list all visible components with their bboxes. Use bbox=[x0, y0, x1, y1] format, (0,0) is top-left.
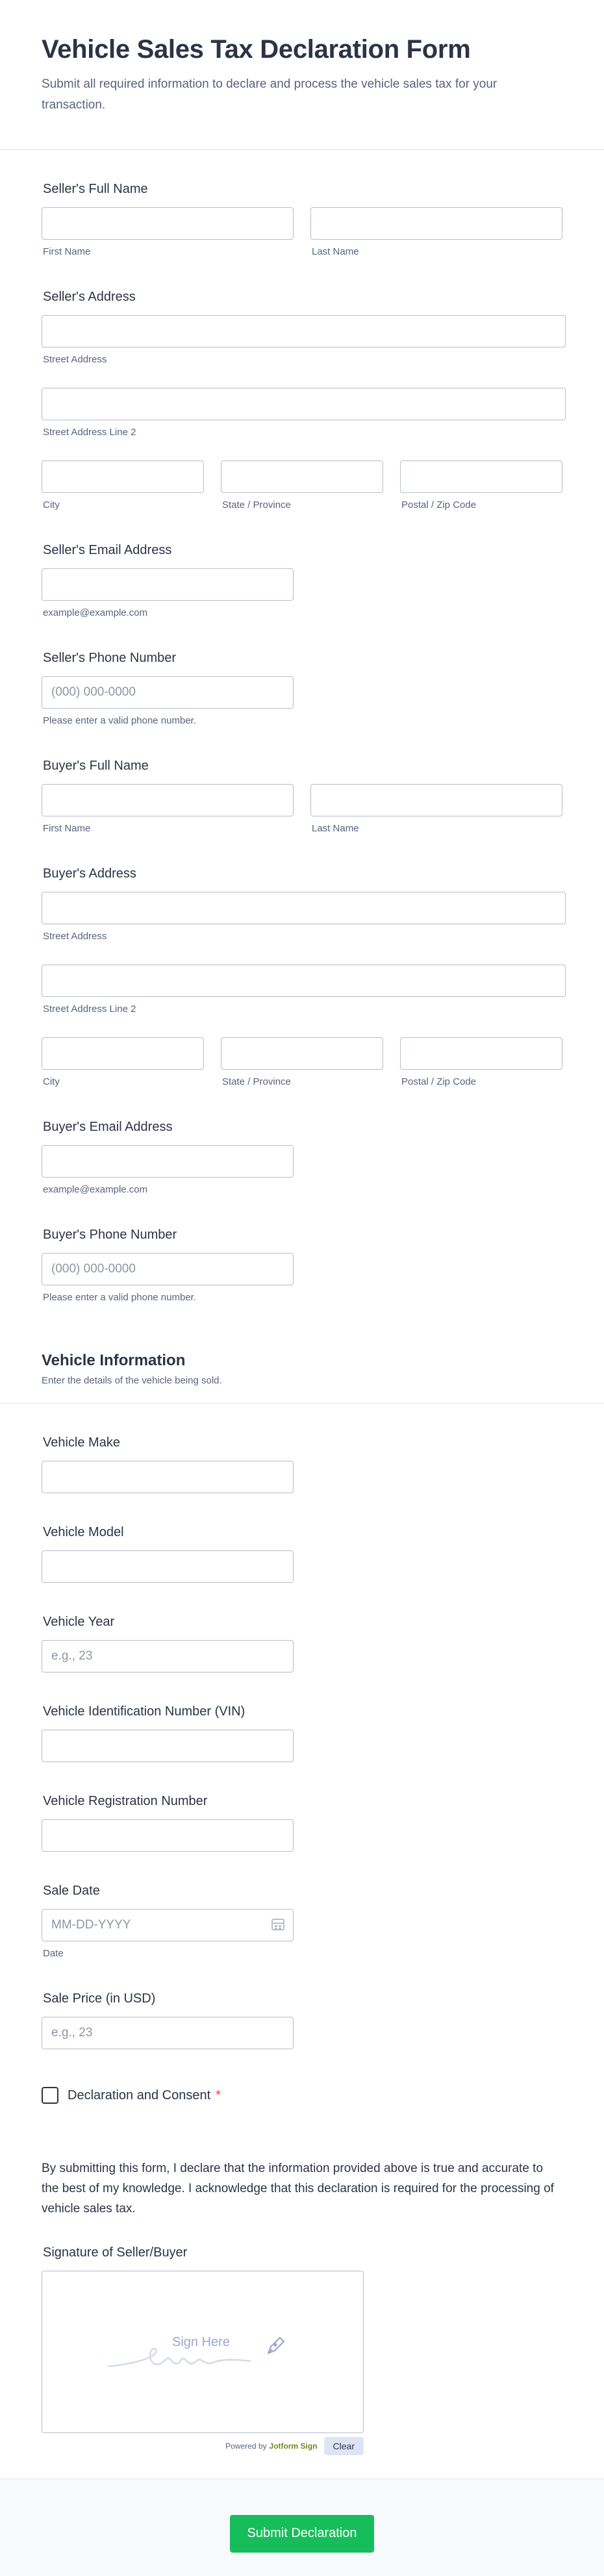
form-header bbox=[0, 0, 604, 150]
buyer-phone-field bbox=[42, 1196, 562, 1304]
signature-label: Signature of Seller/Buyer bbox=[43, 2245, 188, 2260]
vehicle-section-title: Vehicle Information bbox=[42, 1352, 186, 1369]
buyer-zip-sublabel: Postal / Zip Code bbox=[401, 1076, 477, 1087]
powered-by-text: Powered by bbox=[225, 2442, 267, 2451]
buyer-address-field bbox=[42, 835, 562, 1088]
seller-email-field bbox=[42, 511, 562, 619]
consent-checkbox[interactable] bbox=[42, 2087, 58, 2104]
clear-signature-button[interactable]: Clear bbox=[324, 2437, 364, 2455]
buyer-last-name-sublabel: Last Name bbox=[312, 823, 359, 834]
signature-footer bbox=[42, 2437, 364, 2455]
vehicle-make-input[interactable] bbox=[42, 1461, 294, 1493]
buyer-email-input[interactable] bbox=[42, 1145, 294, 1178]
buyer-phone-sublabel: Please enter a valid phone number. bbox=[43, 1292, 196, 1303]
buyer-street-sublabel: Street Address bbox=[43, 931, 107, 942]
brand-text[interactable]: Jotform Sign bbox=[269, 2442, 318, 2451]
sale-date-field bbox=[42, 1852, 562, 1960]
buyer-zip-input[interactable] bbox=[400, 1037, 562, 1070]
seller-address-field bbox=[42, 258, 562, 511]
seller-zip-input[interactable] bbox=[400, 461, 562, 493]
buyer-street2-sublabel: Street Address Line 2 bbox=[43, 1004, 136, 1015]
buyer-state-input[interactable] bbox=[221, 1037, 383, 1070]
vehicle-year-field bbox=[42, 1583, 562, 1673]
vehicle-model-label: Vehicle Model bbox=[43, 1525, 124, 1539]
registration-field bbox=[42, 1762, 562, 1852]
buyer-first-name-sublabel: First Name bbox=[43, 823, 91, 834]
sale-price-field bbox=[42, 1960, 562, 2049]
seller-email-label: Seller's Email Address bbox=[43, 543, 172, 557]
vehicle-section-header bbox=[0, 1304, 604, 1404]
seller-last-name-sublabel: Last Name bbox=[312, 246, 359, 257]
seller-state-sublabel: State / Province bbox=[222, 499, 291, 511]
buyer-street-input[interactable] bbox=[42, 892, 566, 924]
vehicle-model-field bbox=[42, 1493, 562, 1583]
signature-placeholder: Sign Here bbox=[172, 2335, 230, 2349]
seller-first-name-sublabel: First Name bbox=[43, 246, 91, 257]
seller-city-input[interactable] bbox=[42, 461, 204, 493]
form-content bbox=[0, 150, 604, 2455]
vin-label: Vehicle Identification Number (VIN) bbox=[43, 1704, 245, 1719]
seller-phone-label: Seller's Phone Number bbox=[43, 651, 177, 665]
vehicle-section-subtitle: Enter the details of the vehicle being sold. bbox=[42, 1375, 222, 1386]
vehicle-make-label: Vehicle Make bbox=[43, 1435, 120, 1450]
submit-area bbox=[0, 2479, 604, 2576]
seller-name-field bbox=[42, 150, 562, 258]
seller-phone-sublabel: Please enter a valid phone number. bbox=[43, 715, 196, 726]
registration-input[interactable] bbox=[42, 1819, 294, 1852]
buyer-email-sublabel: example@example.com bbox=[43, 1184, 148, 1195]
required-mark: * bbox=[216, 2088, 221, 2102]
seller-email-input[interactable] bbox=[42, 568, 294, 601]
buyer-name-label: Buyer's Full Name bbox=[43, 759, 149, 773]
signature-pad[interactable] bbox=[42, 2271, 364, 2433]
buyer-phone-label: Buyer's Phone Number bbox=[43, 1228, 177, 1242]
buyer-address-label: Buyer's Address bbox=[43, 866, 136, 881]
form-subtitle: Submit all required information to declare and process the vehicle sales tax for your transaction. bbox=[42, 77, 497, 112]
seller-street-input[interactable] bbox=[42, 315, 566, 347]
consent-label[interactable]: Declaration and Consent bbox=[68, 2088, 211, 2102]
vin-input[interactable] bbox=[42, 1730, 294, 1762]
declaration-text: By submitting this form, I declare that the information provided above is true and accurate to the best of my knowledge. I acknowledge that this declaration is required for the processing of vehicle sales tax. bbox=[42, 2162, 554, 2216]
pen-icon bbox=[263, 2334, 286, 2357]
seller-zip-sublabel: Postal / Zip Code bbox=[401, 499, 477, 511]
form-title: Vehicle Sales Tax Declaration Form bbox=[42, 35, 471, 64]
vin-field bbox=[42, 1673, 562, 1762]
buyer-street2-input[interactable] bbox=[42, 965, 566, 997]
signature-field bbox=[42, 2219, 562, 2455]
vehicle-year-label: Vehicle Year bbox=[43, 1615, 115, 1629]
seller-phone-field bbox=[42, 619, 562, 727]
buyer-last-name-input[interactable] bbox=[310, 784, 562, 816]
buyer-city-input[interactable] bbox=[42, 1037, 204, 1070]
registration-label: Vehicle Registration Number bbox=[43, 1794, 208, 1808]
seller-street-sublabel: Street Address bbox=[43, 354, 107, 365]
buyer-state-sublabel: State / Province bbox=[222, 1076, 291, 1087]
vehicle-model-input[interactable] bbox=[42, 1550, 294, 1583]
seller-phone-input[interactable] bbox=[42, 676, 294, 709]
vehicle-make-field bbox=[42, 1404, 562, 1493]
sale-date-label: Sale Date bbox=[43, 1884, 100, 1898]
seller-last-name-input[interactable] bbox=[310, 207, 562, 240]
buyer-email-field bbox=[42, 1088, 562, 1196]
buyer-city-sublabel: City bbox=[43, 1076, 60, 1087]
sale-price-label: Sale Price (in USD) bbox=[43, 1991, 156, 2006]
sale-date-sublabel: Date bbox=[43, 1948, 64, 1959]
calendar-icon[interactable] bbox=[271, 1919, 284, 1930]
seller-address-label: Seller's Address bbox=[43, 290, 136, 304]
seller-city-sublabel: City bbox=[43, 499, 60, 511]
buyer-name-field bbox=[42, 727, 562, 835]
seller-email-sublabel: example@example.com bbox=[43, 607, 148, 618]
buyer-phone-input[interactable] bbox=[42, 1253, 294, 1285]
seller-street2-input[interactable] bbox=[42, 388, 566, 420]
sale-date-input[interactable] bbox=[42, 1909, 294, 1941]
seller-state-input[interactable] bbox=[221, 461, 383, 493]
vehicle-year-input[interactable] bbox=[42, 1640, 294, 1673]
buyer-email-label: Buyer's Email Address bbox=[43, 1120, 173, 1134]
seller-name-label: Seller's Full Name bbox=[43, 182, 148, 196]
seller-street2-sublabel: Street Address Line 2 bbox=[43, 427, 136, 438]
buyer-first-name-input[interactable] bbox=[42, 784, 294, 816]
seller-first-name-input[interactable] bbox=[42, 207, 294, 240]
submit-button[interactable]: Submit Declaration bbox=[230, 2515, 374, 2553]
consent-field bbox=[42, 2049, 562, 2104]
sale-price-input[interactable] bbox=[42, 2017, 294, 2049]
